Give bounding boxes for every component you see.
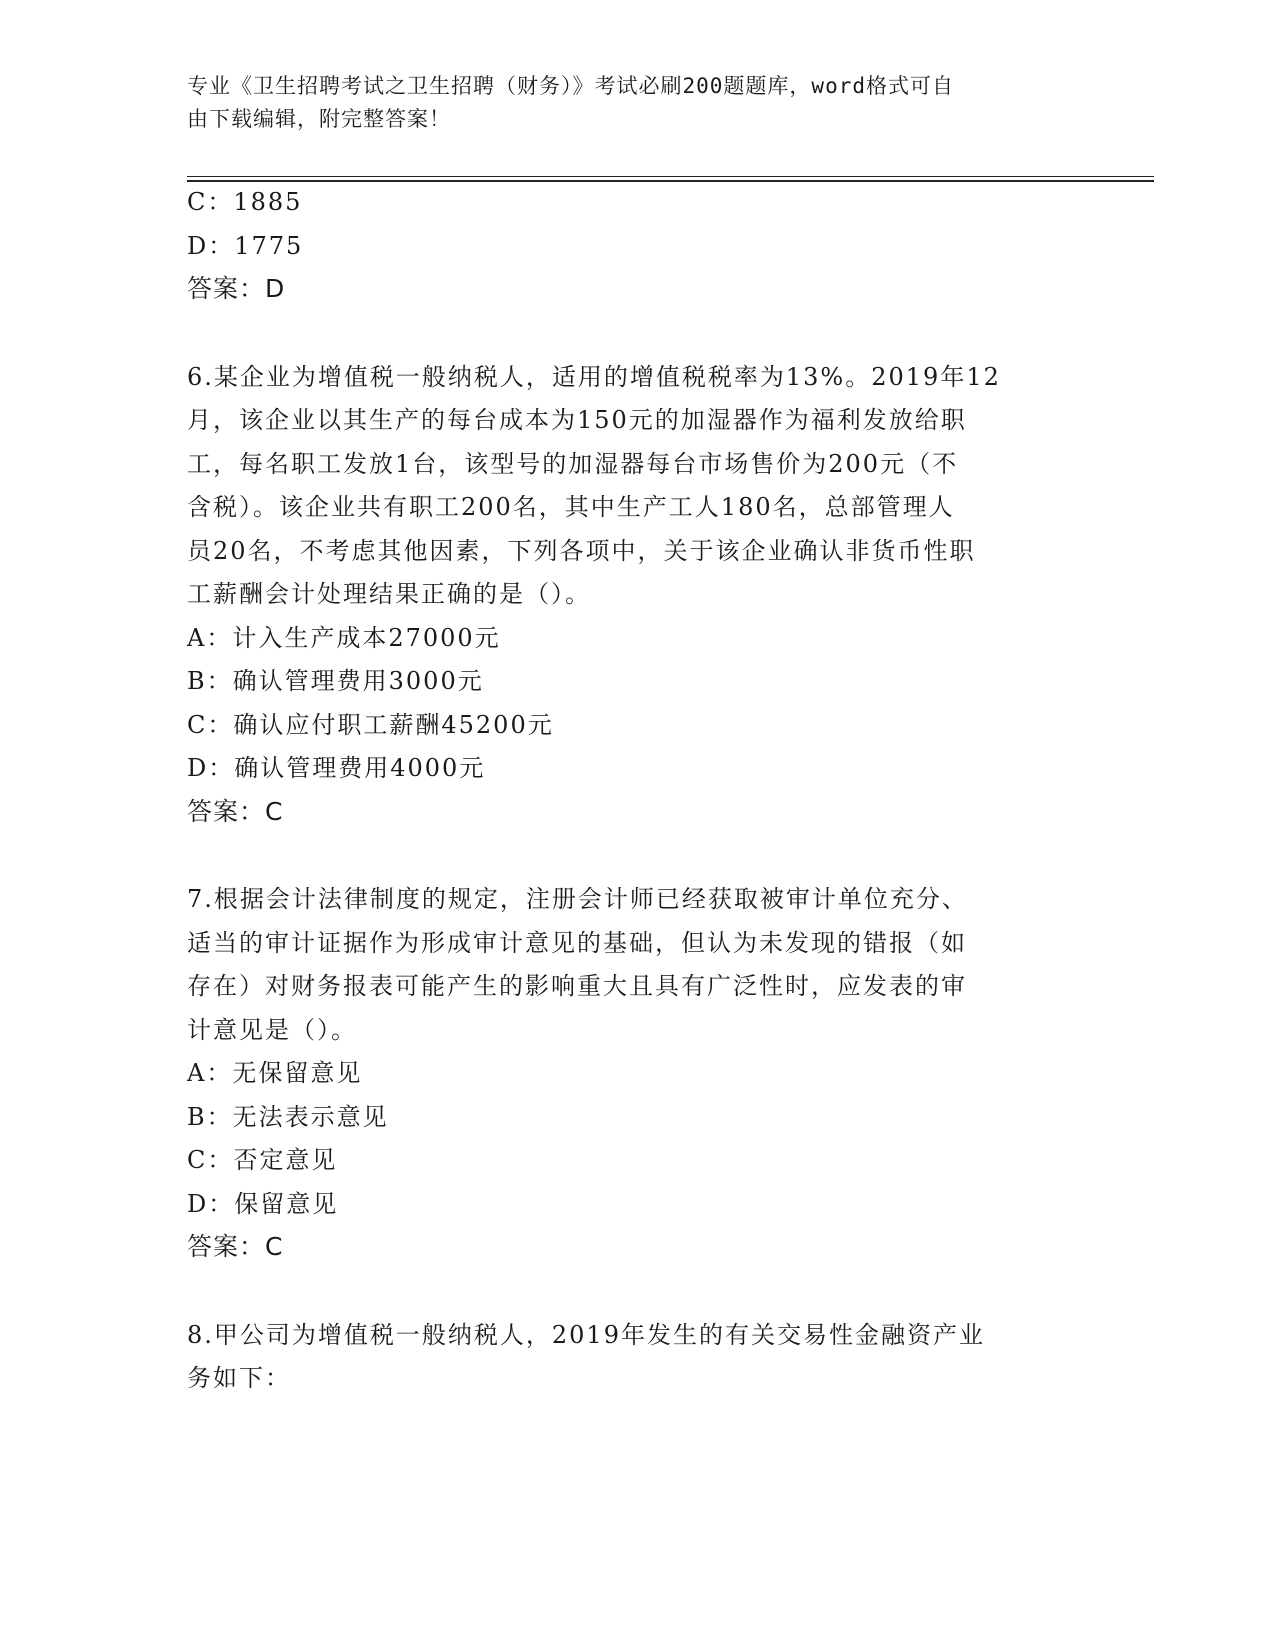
q7-text-line-3: 存在）对财务报表可能产生的影响重大且具有广泛性时，应发表的审 [187,972,967,1000]
q6-text-line-3: 工，每名职工发放1台，该型号的加湿器每台市场售价为200元（不 [187,450,959,478]
q6-option-b: B：确认管理费用3000元 [187,667,484,695]
q6-text-line-4: 含税）。该企业共有职工200名，其中生产工人180名，总部管理人 [187,493,955,521]
header-line-2: 由下载编辑，附完整答案！ [187,107,451,131]
q5-answer: 答案：D [187,274,286,303]
q7-text-line-4: 计意见是（）。 [187,1016,357,1044]
q7-text-line-2: 适当的审计证据作为形成审计意见的基础，但认为未发现的错报（如 [187,929,967,957]
q7-option-a: A：无保留意见 [187,1059,363,1087]
header-divider-thick [187,180,1154,182]
q5-option-d: D：1775 [187,232,304,260]
document-header [187,70,1067,136]
q6-option-a: A：计入生产成本27000元 [187,624,501,652]
q6-text-line-1: 6.某企业为增值税一般纳税人，适用的增值税税率为13%。2019年12 [187,363,1001,391]
header-divider-thin [187,176,1154,177]
q7-option-b: B：无法表示意见 [187,1103,389,1131]
q8-text-line-1: 8.甲公司为增值税一般纳税人，2019年发生的有关交易性金融资产业 [187,1321,985,1349]
q7-answer: 答案：C [187,1232,284,1261]
q6-answer: 答案：C [187,797,284,826]
q7-option-d: D：保留意见 [187,1190,339,1218]
q6-text-line-6: 工薪酬会计处理结果正确的是（）。 [187,580,591,608]
q6-option-d: D：确认管理费用4000元 [187,754,486,782]
q8-text-line-2: 务如下： [187,1364,291,1392]
q7-text-line-1: 7.根据会计法律制度的规定，注册会计师已经获取被审计单位充分、 [187,885,968,913]
q6-text-line-2: 月，该企业以其生产的每台成本为150元的加湿器作为福利发放给职 [187,406,967,434]
q7-option-c: C：否定意见 [187,1146,338,1174]
q5-option-c: C：1885 [187,188,303,216]
q6-option-c: C：确认应付职工薪酬45200元 [187,711,554,739]
header-line-1: 专业《卫生招聘考试之卫生招聘（财务）》考试必刷200题题库，word格式可自 [187,74,954,98]
q6-text-line-5: 员20名，不考虑其他因素，下列各项中，关于该企业确认非货币性职 [187,537,976,565]
